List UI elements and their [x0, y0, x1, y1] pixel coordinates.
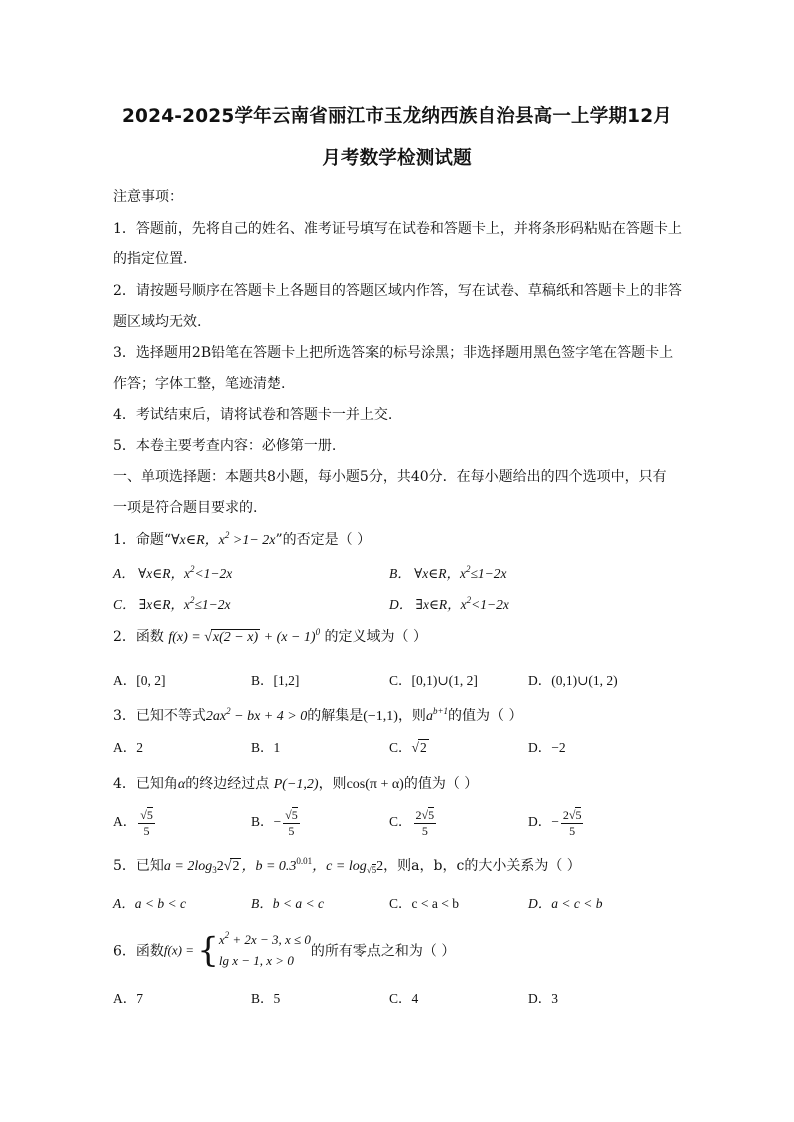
q4-option-b[interactable] — [251, 808, 302, 838]
sqrt-sign: √ — [204, 630, 212, 645]
note-4: 4．考试结束后，请将试卷和答题卡一并上交. — [113, 407, 393, 423]
q6-option-b[interactable]: B．5 — [251, 991, 281, 1006]
q5-c: ，c = log — [312, 859, 367, 874]
question-1 — [113, 529, 371, 549]
note-2-line-1: 2．请按题号顺序在答题卡上各题目的答题区域内作答，写在试卷、草稿纸和答题卡上的非答 — [113, 283, 682, 299]
q1-option-a[interactable] — [113, 562, 232, 582]
q5-a: a = 2log — [163, 859, 213, 874]
note-3-line-2: 作答；字体工整，笔迹清楚. — [113, 376, 286, 392]
q4-c-fraction: $\frac{2√5}{5}$ — [415, 808, 435, 838]
q3-option-c[interactable] — [389, 736, 429, 756]
q4-alpha: α — [177, 777, 186, 792]
q6-fx: f(x) = — [163, 942, 198, 958]
question-6 — [113, 930, 455, 971]
notes-heading: 注意事项： — [113, 189, 183, 205]
q6-prefix: 6．函数 — [113, 943, 164, 960]
q6-brace: { — [197, 930, 219, 971]
q4-c-label: C． — [389, 814, 412, 830]
section-1-heading: 一、单项选择题：本题共8小题，每小题5分，共40分．在每小题给出的四个选项中，只有 — [113, 469, 667, 485]
q3-mid2: ，则 — [397, 708, 426, 724]
q4-c-den: 5 — [421, 824, 428, 838]
q4-prefix: 4．已知角 — [113, 776, 178, 792]
q6-suffix: 的所有零点之和为（ ） — [310, 943, 456, 960]
q5-prefix: 5．已知 — [113, 858, 164, 874]
q6-piece-2: lg x − 1, x > 0 — [218, 953, 294, 968]
q5-a-radicand: 2 — [232, 859, 240, 874]
q4-point: P(−1,2) — [273, 777, 319, 792]
q3-pow-base: a — [425, 709, 433, 724]
q4-d-fraction: $\frac{2√5}{5}$ — [562, 808, 582, 838]
question-2 — [113, 626, 427, 646]
q5-a-rest: 2 — [216, 859, 224, 874]
note-5: 5．本卷主要考查内容：必修第一册. — [113, 438, 337, 454]
q5-option-c[interactable]: C．c < a < b — [389, 896, 459, 911]
q6-piece-1-exp: 2 — [224, 930, 230, 940]
q3-option-a[interactable]: A．2 — [113, 740, 143, 755]
q5-b-exp: 0.01 — [296, 856, 313, 866]
q4-option-c[interactable] — [389, 808, 438, 838]
q3-option-b[interactable]: B．1 — [251, 740, 281, 755]
q6-option-a[interactable]: A．7 — [113, 991, 143, 1006]
q2-plus: + (x − 1) — [260, 630, 316, 645]
q1-a-exp: 2 — [190, 564, 195, 574]
question-5 — [113, 855, 581, 875]
q2-option-d[interactable]: D．(0,1)∪(1, 2) — [528, 673, 618, 688]
q4-a-label: A． — [113, 814, 137, 830]
q3-option-d[interactable]: D．−2 — [528, 740, 566, 755]
section-1-heading-cont: 一项是符合题目要求的. — [113, 500, 258, 516]
q4-b-den: 5 — [288, 824, 295, 838]
question-3 — [113, 705, 522, 725]
q2-prefix: 2．函数 — [113, 629, 169, 645]
q1-rest: >1− 2x — [229, 533, 276, 548]
q4-a-den: 5 — [143, 824, 150, 838]
q4-b-num: 5 — [291, 808, 298, 822]
q2-option-c[interactable]: C．[0,1)∪(1, 2] — [389, 673, 478, 688]
q2-exp: 0 — [315, 627, 321, 637]
q4-a-num: 5 — [146, 808, 153, 822]
q1-c-rest: ≤1−2x — [194, 597, 231, 612]
q4-d-num-rad: 5 — [575, 808, 582, 822]
q1-b-exp: 2 — [466, 564, 471, 574]
q5-option-b[interactable]: B．b < a < c — [251, 896, 324, 911]
q3-mid: 的解集是 — [307, 708, 364, 724]
q3-c-label: C． — [389, 740, 412, 755]
q1-a-rest: <1−2x — [194, 566, 233, 581]
q5-suffix: ，则a，b，c的大小关系为（ ） — [383, 858, 581, 874]
q5-option-d[interactable]: D．a < c < b — [528, 896, 603, 911]
q2-fx: f(x) = — [168, 630, 205, 645]
q2-suffix: 的定义域为（ ） — [320, 629, 427, 645]
q3-ineq: 2ax — [205, 709, 227, 724]
q1-b-text: B． ∀x∈R，x — [389, 566, 466, 581]
note-1-line-1: 1．答题前，先将自己的姓名、准考证号填写在试卷和答题卡上，并将条形码粘贴在答题卡上 — [113, 221, 682, 237]
page-title: 2024-2025学年云南省丽江市玉龙纳西族自治县高一上学期12月 — [121, 106, 672, 127]
q4-a-fraction: $\frac{√5}{5}$ — [140, 808, 153, 838]
q3-ineq-rest: − bx + 4 > 0 — [230, 709, 308, 724]
q3-suffix: 的值为（ ） — [448, 708, 523, 724]
q5-c-rest: 2 — [376, 859, 384, 874]
q1-option-c[interactable] — [113, 593, 230, 613]
q1-exp: 2 — [224, 530, 230, 540]
q4-mid: 的终边经过点 — [185, 776, 274, 792]
q3-exp: 2 — [226, 706, 231, 716]
q4-mid2: ，则 — [318, 776, 347, 792]
q3-pow-exp: b+1 — [432, 706, 449, 716]
q1-d-rest: <1−2x — [471, 597, 509, 612]
q1-d-text: D． ∃x∈R，x — [389, 597, 467, 612]
q4-suffix: 的值为（ ） — [403, 776, 479, 792]
q1-prefix: 1．命题“ — [113, 532, 172, 548]
q5-c-sub-rad: 5 — [371, 865, 377, 875]
q1-c-text: C． ∃x∈R，x — [113, 597, 190, 612]
q5-b: ，b = 0.3 — [241, 859, 297, 874]
q1-option-b[interactable] — [389, 562, 507, 582]
q1-suffix: ”的否定是（ ） — [275, 532, 372, 548]
sqrt-sign: √ — [411, 740, 419, 755]
q4-d-label: D．− — [528, 814, 559, 830]
q4-c-num-rad: 5 — [428, 808, 435, 822]
q2-option-b[interactable]: B．[1,2] — [251, 673, 300, 688]
q1-d-exp: 2 — [466, 595, 472, 605]
q4-expr: cos(π + α) — [346, 777, 404, 792]
q1-a-text: A． ∀x∈R，x — [113, 566, 190, 581]
q2-option-a[interactable]: A．[0, 2] — [113, 673, 166, 688]
note-3-line-1: 3．选择题用2B铅笔在答题卡上把所选答案的标号涂黑；非选择题用黑色签字笔在答题卡上 — [113, 345, 674, 361]
q5-option-a[interactable]: A．a < b < c — [113, 896, 186, 911]
q3-set: (−1,1) — [363, 709, 398, 724]
note-1-line-2: 的指定位置. — [113, 251, 188, 267]
q4-b-fraction: $\frac{√5}{5}$ — [285, 808, 298, 838]
note-2-line-2: 题区域均无效. — [113, 314, 202, 330]
q6-option-c[interactable]: C．4 — [389, 991, 419, 1006]
sqrt-sign: √ — [223, 859, 232, 874]
q5-c-sub: √5 — [366, 865, 377, 875]
q5-a-sub: 3 — [212, 865, 217, 875]
q6-pieces — [219, 930, 311, 971]
q6-option-d[interactable]: D．3 — [528, 991, 558, 1006]
q4-d-num: 2 — [562, 808, 569, 822]
q4-option-d[interactable] — [528, 808, 585, 838]
page-subtitle: 月考数学检测试题 — [322, 148, 472, 169]
q4-d-den: 5 — [569, 824, 576, 838]
q6-piece-1: x — [218, 932, 225, 947]
q2-radicand: x(2 − x) — [212, 630, 259, 645]
q1-b-rest: ≤1−2x — [470, 566, 507, 581]
question-4 — [113, 773, 478, 793]
q4-b-label: B．− — [251, 814, 282, 830]
q6-piece-1-rest: + 2x − 3, x ≤ 0 — [229, 932, 311, 947]
q1-option-d[interactable] — [389, 593, 509, 613]
q1-body: ∀x∈R，x — [171, 533, 225, 548]
q4-c-num: 2 — [415, 808, 422, 822]
q1-c-exp: 2 — [189, 595, 195, 605]
q4-option-a[interactable] — [113, 808, 157, 838]
q3-prefix: 3．已知不等式 — [113, 708, 206, 724]
q3-c-radicand: 2 — [419, 740, 427, 755]
